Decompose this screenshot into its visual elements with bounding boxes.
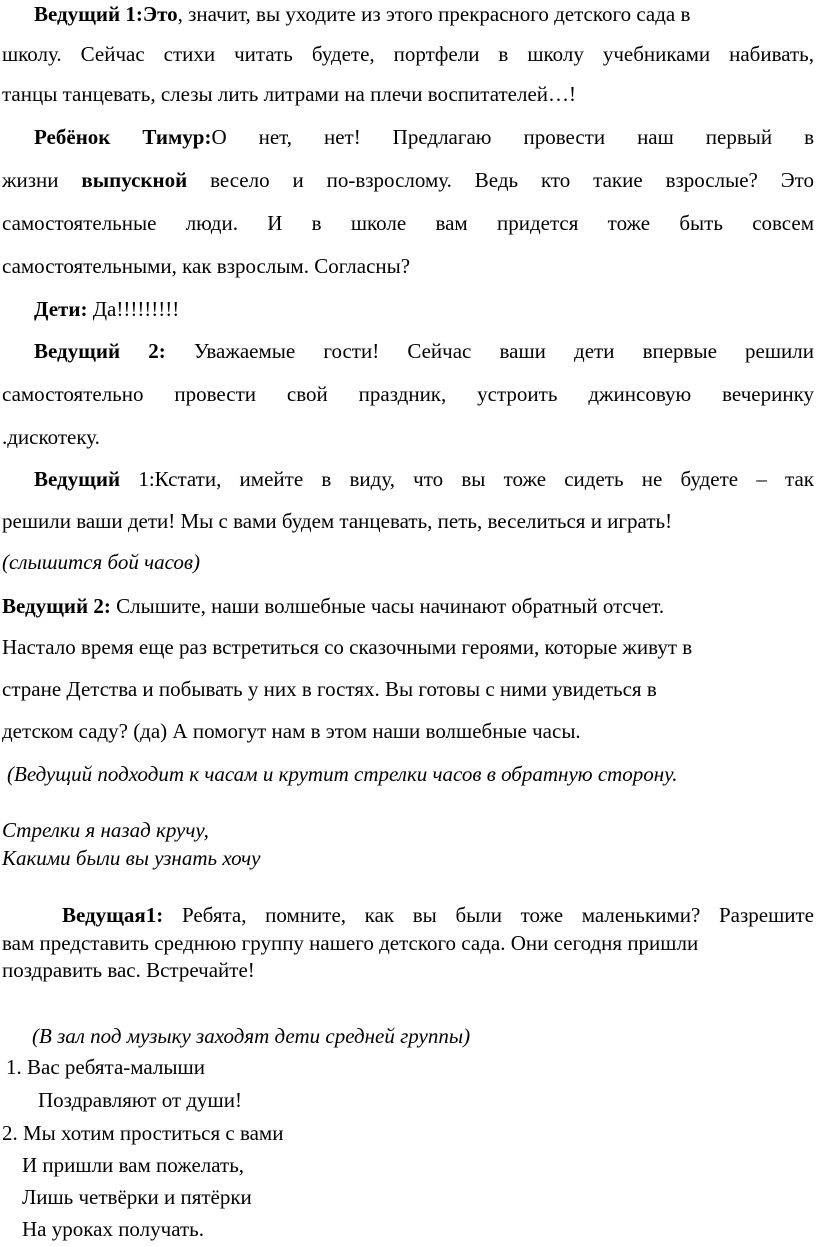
line-5	[2, 168, 814, 193]
line-8	[34, 297, 814, 322]
speaker-label: Ребёнок Тимур:	[34, 125, 212, 149]
line-1	[34, 2, 814, 27]
speaker-label: Ведущий 2:	[2, 594, 111, 618]
line-18: детском саду? (да) А помогут нам в этом наши волшебные часы.	[2, 719, 581, 743]
line-9	[34, 339, 814, 364]
line-24: поздравить вас. Встречайте!	[2, 958, 255, 982]
line-14: (слышится бой часов)	[2, 550, 201, 574]
line-21: Какими были вы узнать хочу	[2, 846, 261, 870]
line-13: решили ваши дети! Мы с вами будем танцевать, петь, веселиться и играть!	[2, 509, 673, 533]
line-28: 2. Мы хотим проститься с вами	[2, 1121, 284, 1145]
line-text: Уважаемые гости! Сейчас ваши дети впервые решили	[165, 339, 814, 363]
line-text: 1:Кстати, имейте в виду, что вы тоже сидеть не будете – так	[120, 467, 814, 491]
line-15	[2, 594, 814, 619]
speaker-label: Ведущий 1:Это	[34, 2, 178, 26]
speaker-label: Дети:	[34, 297, 88, 321]
line-text: Да!!!!!!!!!	[87, 297, 180, 321]
line-20: Стрелки я назад кручу,	[2, 818, 209, 842]
line-3: танцы танцевать, слезы лить литрами на плечи воспитателей…!	[2, 82, 577, 106]
line-22	[62, 903, 814, 928]
line-16: Настало время еще раз встретиться со сказочными героями, которые живут в	[2, 635, 693, 659]
line-2: школу. Сейчас стихи читать будете, портфели в школу учебниками набивать,	[2, 42, 814, 66]
line-19: (Ведущий подходит к часам и крутит стрелки часов в обратную сторону.	[7, 762, 678, 786]
line-10: самостоятельно провести свой праздник, устроить джинсовую вечеринку	[2, 382, 814, 406]
line-27: Поздравляют от души!	[38, 1088, 242, 1112]
line-26: 1. Вас ребята-малыши	[6, 1055, 205, 1079]
line-text: Слышите, наши волшебные часы начинают обратный отсчет.	[110, 594, 665, 618]
line-30: Лишь четвёрки и пятёрки	[22, 1185, 252, 1209]
line-text: Ребята, помните, как вы были тоже маленькими? Разрешите	[163, 903, 814, 927]
line-6: самостоятельные люди. И в школе вам придется тоже быть совсем	[2, 211, 814, 235]
line-23: вам представить среднюю группу нашего детского сада. Они сегодня пришли	[2, 931, 699, 955]
speaker-label: Ведущая1:	[62, 903, 164, 927]
line-text: весело и по-взрослому. Ведь кто такие взрослые? Это	[187, 168, 814, 192]
line-29: И пришли вам пожелать,	[22, 1153, 245, 1177]
line-7: самостоятельными, как взрослым. Согласны?	[2, 254, 411, 278]
line-11: .дискотеку.	[2, 425, 100, 449]
line-25: (В зал под музыку заходят дети средней группы)	[32, 1024, 471, 1048]
line-text: жизни	[2, 168, 82, 192]
line-12	[34, 467, 814, 492]
speaker-label: Ведущий	[34, 467, 121, 491]
line-17: стране Детства и побывать у них в гостях. Вы готовы с ними увидеться в	[2, 677, 657, 701]
line-text: О нет, нет! Предлагаю провести наш первый в	[211, 125, 814, 149]
speaker-label: Ведущий 2:	[34, 339, 166, 363]
line-text: , значит, вы уходите из этого прекрасного детского сада в	[177, 2, 691, 26]
line-31: На уроках получать.	[22, 1217, 204, 1241]
line-4	[34, 125, 814, 150]
bold-word: выпускной	[81, 168, 188, 192]
